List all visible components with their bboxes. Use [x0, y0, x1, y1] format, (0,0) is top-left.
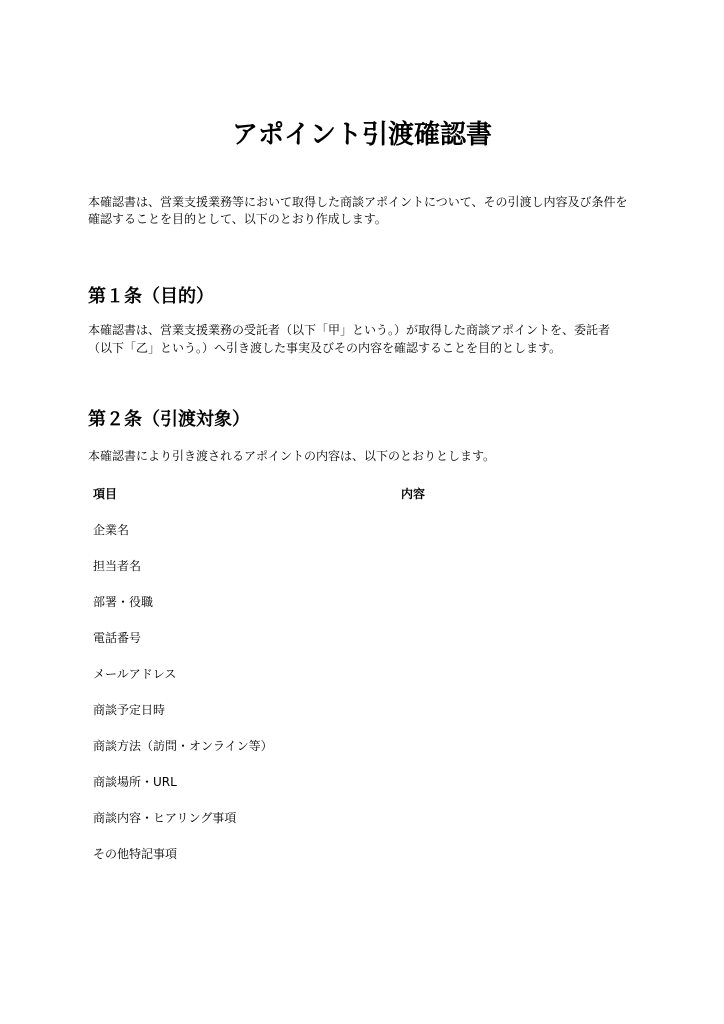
article-1-line: （以下「乙」という。）へ引き渡した事実及びその内容を確認することを目的とします。	[88, 341, 562, 355]
table-row	[88, 583, 636, 619]
handover-items-table	[88, 475, 636, 871]
table-row	[88, 655, 636, 691]
row-label: その他特記事項	[93, 846, 178, 861]
document-title: アポイント引渡確認書	[231, 120, 492, 150]
row-label: 担当者名	[93, 558, 142, 573]
intro-paragraph	[88, 194, 628, 228]
row-label: 商談方法（訪問・オンライン等）	[93, 738, 273, 753]
intro-line: 本確認書は、営業支援業務等において取得した商談アポイントについて、その引渡し内容及び条件を	[88, 195, 628, 209]
table-row	[88, 835, 636, 871]
article-1-body	[88, 321, 610, 357]
row-label: 部署・役職	[93, 594, 154, 609]
row-label: 商談内容・ヒアリング事項	[93, 810, 237, 825]
article-1-heading: 第１条（目的）	[88, 286, 214, 307]
row-label: メールアドレス	[93, 666, 177, 681]
table-row	[88, 691, 636, 727]
table-row	[88, 511, 636, 547]
table-row	[88, 547, 636, 583]
article-2-body	[88, 447, 495, 465]
row-label: 商談場所・URL	[93, 774, 177, 789]
article-2-heading: 第２条（引渡対象）	[88, 409, 250, 430]
table-row	[88, 763, 636, 799]
table-header-row	[88, 475, 636, 511]
intro-line: 確認することを目的として、以下のとおり作成します。	[88, 212, 387, 226]
row-label: 企業名	[93, 522, 130, 537]
article-1-line: 本確認書は、営業支援業務の受託者（以下「甲」という。）が取得した商談アポイントを、委託者	[88, 323, 611, 337]
article-2-line: 本確認書により引き渡されるアポイントの内容は、以下のとおりとします。	[88, 449, 496, 463]
row-label: 電話番号	[93, 630, 142, 645]
row-label: 商談予定日時	[93, 702, 166, 717]
table-row	[88, 799, 636, 835]
table-row	[88, 619, 636, 655]
table-row	[88, 727, 636, 763]
header-content: 内容	[401, 486, 426, 501]
header-item: 項目	[93, 486, 118, 501]
